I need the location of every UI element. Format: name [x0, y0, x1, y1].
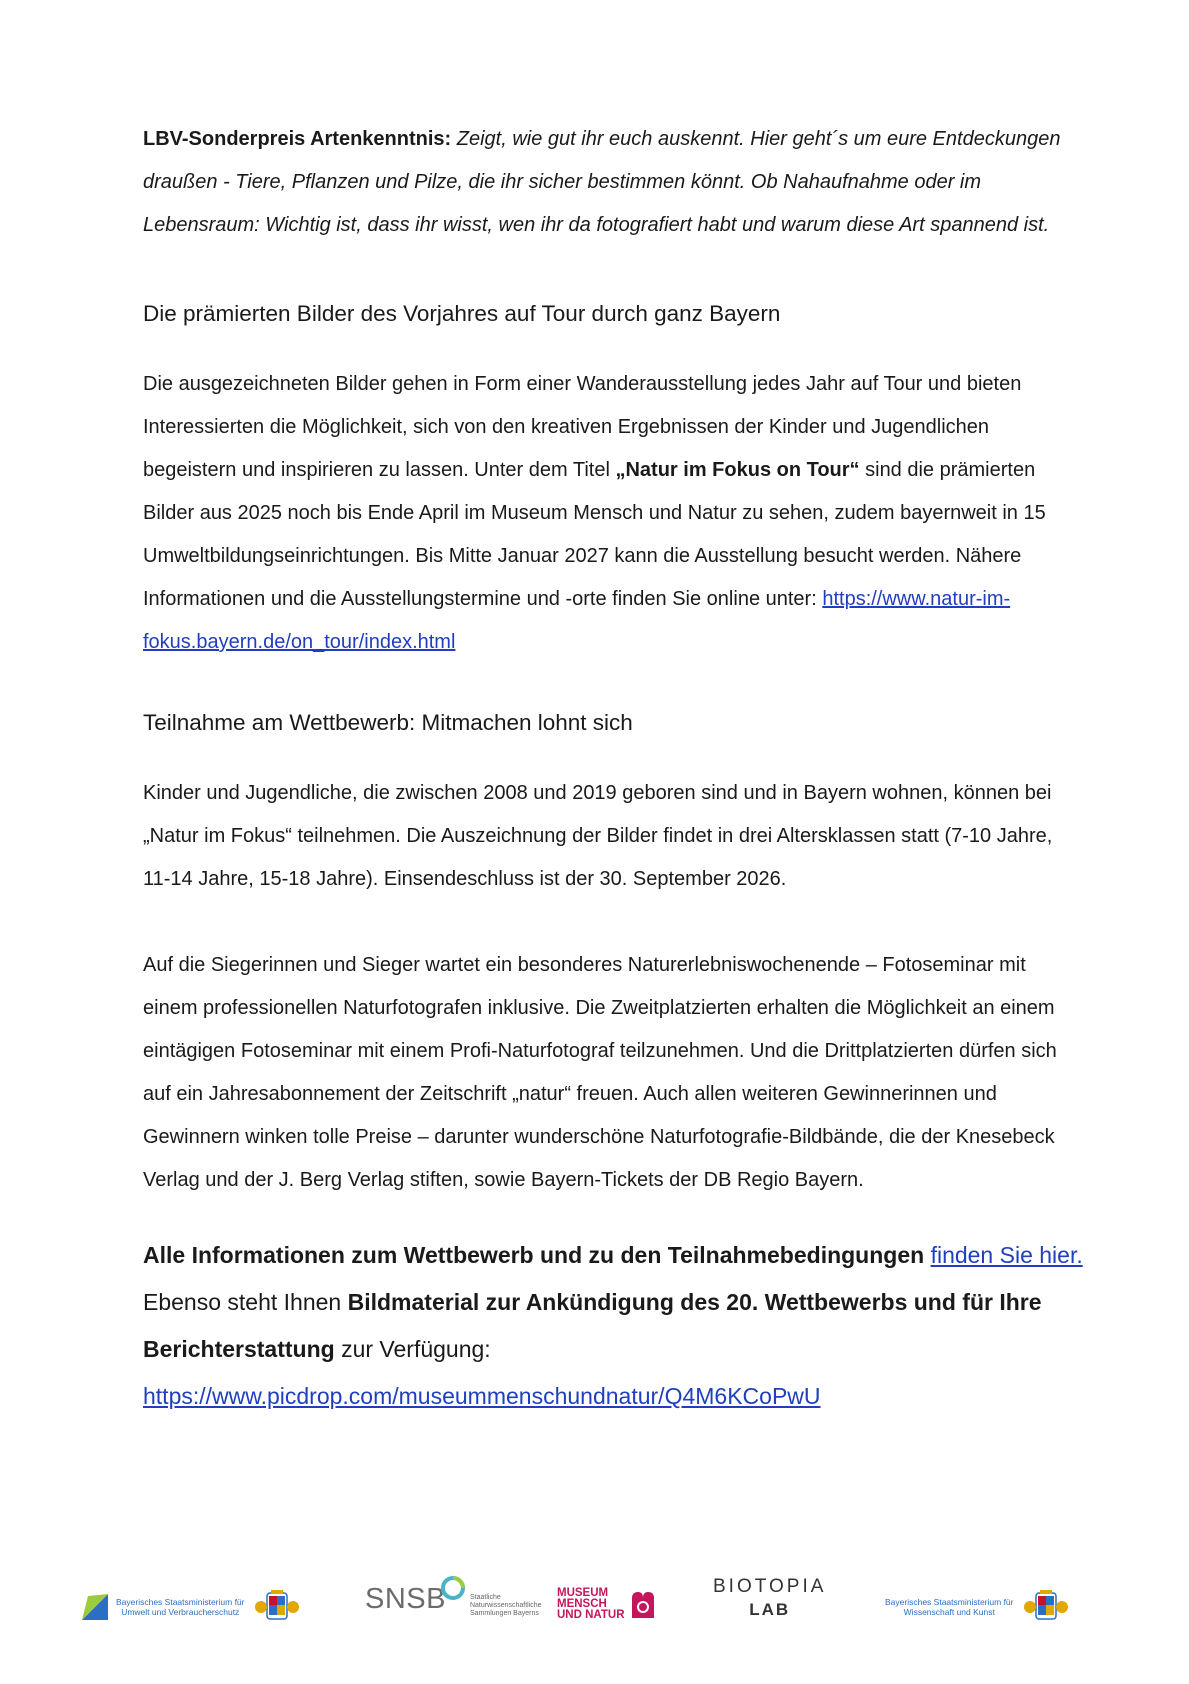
participation-paragraph: Kinder und Jugendliche, die zwischen 2008 und 2019 geboren sind und in Bayern wohnen, können bei „Natur im Fokus“ teilnehmen. Die Auszeichnung der Bilder findet in drei Altersklassen statt (7-10 Jahre, 11-14 Jahre, 15-18 Jahre). Einsendeschluss ist der 30. September 2026. [143, 782, 1053, 890]
logo-museum-mensch-natur [557, 1588, 657, 1621]
snsb-sub-2: Naturwissenschaftliche [469, 1602, 542, 1609]
biotopia-lab-label: LAB [749, 1600, 791, 1619]
tour-text-2: sind die prämierten Bilder aus 2025 noch bis Ende April im Museum Mensch und Natur zu sehen, zudem bayernweit in 15 Umweltbildungseinrichtungen. Bis Mitte Januar 2027 kann die Ausstellung besucht werden. Nähere Informationen und die Ausstellungstermine und -orte finden Sie online unter: [143, 459, 1046, 610]
snsb-sub-1: Staatliche [469, 1594, 501, 1601]
leaf-icon [80, 1592, 110, 1622]
info-bold-2: Bildmaterial zur Ankündigung des 20. Wettbewerbs und für Ihre Berichterstattung [143, 1289, 1042, 1362]
intro-paragraph [143, 118, 1083, 247]
logo-footer [75, 1568, 1115, 1638]
logo-snsb [365, 1580, 542, 1618]
museum-line-2: MENSCH [557, 1598, 607, 1610]
tour-title: „Natur im Fokus on Tour“ [615, 459, 860, 481]
document-page [143, 118, 1083, 1420]
ministry-env-line-2: Umwelt und Verbraucherschutz [121, 1607, 240, 1617]
bavarian-crest-icon [253, 1590, 301, 1624]
tour-heading: Die prämierten Bilder des Vorjahres auf Tour durch ganz Bayern [143, 301, 781, 326]
museum-line-3: UND NATUR [557, 1609, 625, 1621]
info-text-1: Ebenso steht Ihnen [143, 1289, 348, 1315]
intro-lead: LBV-Sonderpreis Artenkenntnis: [143, 128, 452, 150]
picdrop-link[interactable]: https://www.picdrop.com/museummenschundnatur/Q4M6KCoPwU [143, 1383, 821, 1409]
ministry-env-line-1: Bayerisches Staatsministerium für [116, 1597, 245, 1607]
tour-link[interactable]: https://www.natur-im-fokus.bayern.de/on_tour/index.html [143, 588, 1011, 653]
snsb-wordmark: SNSB [365, 1582, 446, 1615]
logo-ministry-environment [80, 1590, 301, 1624]
ministry-sci-line-1: Bayerisches Staatsministerium für [885, 1597, 1014, 1607]
info-link-hier[interactable]: finden Sie hier. [930, 1242, 1083, 1268]
logo-ministry-science [885, 1590, 1070, 1624]
ministry-sci-line-2: Wissenschaft und Kunst [903, 1607, 995, 1617]
snsb-sub-3: Sammlungen Bayerns [469, 1610, 539, 1617]
info-text-2: zur Verfügung: [334, 1336, 491, 1362]
info-paragraph [143, 1232, 1083, 1420]
ministry-env-text [116, 1597, 245, 1617]
biotopia-wordmark: BIOTOPIA [713, 1576, 827, 1597]
info-bold-1: Alle Informationen zum Wettbewerb und zu den Teilnahmebedingungen [143, 1242, 931, 1268]
ministry-sci-text [885, 1597, 1014, 1617]
participation-heading: Teilnahme am Wettbewerb: Mitmachen lohnt sich [143, 710, 633, 735]
tour-text-1: Die ausgezeichneten Bilder gehen in Form einer Wanderausstellung jedes Jahr auf Tour und bieten Interessierten die Möglichkeit, sich von den kreativen Ergebnissen der Kinder und Jugendlichen begeistern und inspirieren zu lassen. Unter dem Titel [143, 373, 1022, 481]
bavarian-crest-icon [1022, 1590, 1070, 1624]
snsb-ring-icon [440, 1575, 466, 1601]
intro-text: Zeigt, wie gut ihr euch auskennt. Hier geht´s um eure Entdeckungen draußen - Tiere, Pflanzen und Pilze, die ihr sicher bestimmen könnt. Ob Nahaufnahme oder im Lebensraum: Wichtig ist, dass ihr wisst, wen ihr da fotografiert habt und warum diese Art spannend ist. [143, 128, 1061, 236]
prizes-paragraph: Auf die Siegerinnen und Sieger wartet ein besonderes Naturerlebniswochenende – Fotoseminar mit einem professionellen Naturfotografen inklusive. Die Zweitplatzierten erhalten die Möglichkeit an einem eintägigen Fotoseminar mit einem Profi-Naturfotograf teilzunehmen. Und die Drittplatzierten dürfen sich auf ein Jahresabonnement der Zeitschrift „natur“ freuen. Auch allen weiteren Gewinnerinnen und Gewinnern winken tolle Preise – darunter wunderschöne Naturfotografie-Bildbände, die der Knesebeck Verlag und der J. Berg Verlag stiften, sowie Bayern-Tickets der DB Regio Bayern. [143, 954, 1057, 1191]
snsb-subtitle [470, 1594, 542, 1618]
museum-mark-icon [629, 1590, 657, 1620]
museum-wordmark [557, 1588, 625, 1621]
logo-biotopia-lab [713, 1576, 826, 1620]
tour-paragraph [143, 363, 1083, 664]
museum-line-1: MUSEUM [557, 1587, 609, 1599]
